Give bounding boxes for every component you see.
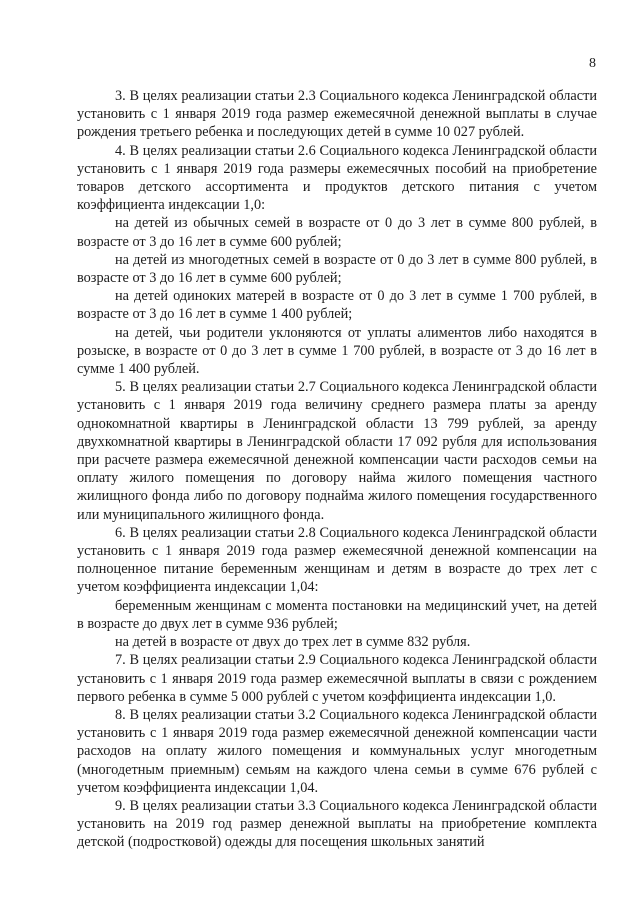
paragraph-regular-families: на детей из обычных семей в возрасте от 0 до 3 лет в сумме 800 рублей, в возрасте от 3 до 16 лет в сумме 600 рублей;	[77, 215, 597, 250]
paragraph-alimony-evaders: на детей, чьи родители уклоняются от уплаты алиментов либо находятся в розыске, в возрасте от 0 до 3 лет в сумме 1 700 рублей, в возрасте от 3 до 16 лет в сумме 1 400 рублей.	[77, 324, 597, 378]
paragraph-item-7: 7. В целях реализации статьи 2.9 Социального кодекса Ленинградской области установить с 1 января 2019 года размер ежемесячной выплаты в связи с рождением первого ребенка в сумме 5 000 рублей с учетом коэффициента индексации 1,0.	[77, 652, 597, 705]
paragraph-children-2-3: на детей в возрасте от двух до трех лет в сумме 832 рубля.	[115, 634, 471, 651]
paragraph-item-4: 4. В целях реализации статьи 2.6 Социального кодекса Ленинградской области установить с 1 января 2019 года размеры ежемесячных пособий на приобретение товаров детского ассортимента и продуктов детского питания с учетом коэффициента индексации 1,0:	[77, 142, 597, 214]
paragraph-item-6: 6. В целях реализации статьи 2.8 Социального кодекса Ленинградской области установить с 1 января 2019 года размер ежемесячной денежной компенсации на полноценное питание беременным женщинам и детям в возрасте до трех лет с учетом коэффициента индексации 1,04:	[77, 524, 597, 596]
page-number: 8	[589, 56, 596, 71]
document-body	[77, 87, 597, 852]
paragraph-large-families: на детей из многодетных семей в возрасте от 0 до 3 лет в сумме 800 рублей, в возрасте от 3 до 16 лет в сумме 600 рублей;	[77, 251, 597, 287]
paragraph-item-3: 3. В целях реализации статьи 2.3 Социального кодекса Ленинградской области установить с 1 января 2019 года размер ежемесячной денежной выплаты в случае рождения третьего ребенка и последующих детей в сумме 10 027 рублей.	[77, 88, 597, 141]
paragraph-item-9: 9. В целях реализации статьи 3.3 Социального кодекса Ленинградской области установить на 2019 год размер денежной выплаты на приобретение комплекта детской (подростковой) одежды для посещения школьных занятий	[77, 797, 597, 851]
paragraph-single-mothers: на детей одиноких матерей в возрасте от 0 до 3 лет в сумме 1 700 рублей, в возрасте от 3 до 16 лет в сумме 1 400 рублей;	[77, 288, 597, 323]
paragraph-pregnant-women: беременным женщинам с момента постановки на медицинский учет, на детей в возрасте до двух лет в сумме 936 рублей;	[77, 597, 597, 632]
paragraph-item-5: 5. В целях реализации статьи 2.7 Социального кодекса Ленинградской области установить с 1 января 2019 года величину среднего размера платы за аренду однокомнатной квартиры в Ленинградской области 13 799 рублей, за аренду двухкомнатной квартиры в Ленинградской области 17 092 рубля для использования при расчете размера ежемесячной денежной компенсации части расходов семьи на оплату жилого помещения по договору найма жилого помещения частного жилищного фонда либо по договору поднайма жилого помещения государственного или муниципального жилищного фонда.	[77, 379, 597, 523]
paragraph-item-8: 8. В целях реализации статьи 3.2 Социального кодекса Ленинградской области установить с 1 января 2019 года размер ежемесячной денежной компенсации части расходов на оплату жилого помещения и коммунальных услуг многодетным (многодетным приемным) семьям на каждого члена семьи в сумме 676 рублей с учетом коэффициента индексации 1,04.	[77, 706, 597, 796]
